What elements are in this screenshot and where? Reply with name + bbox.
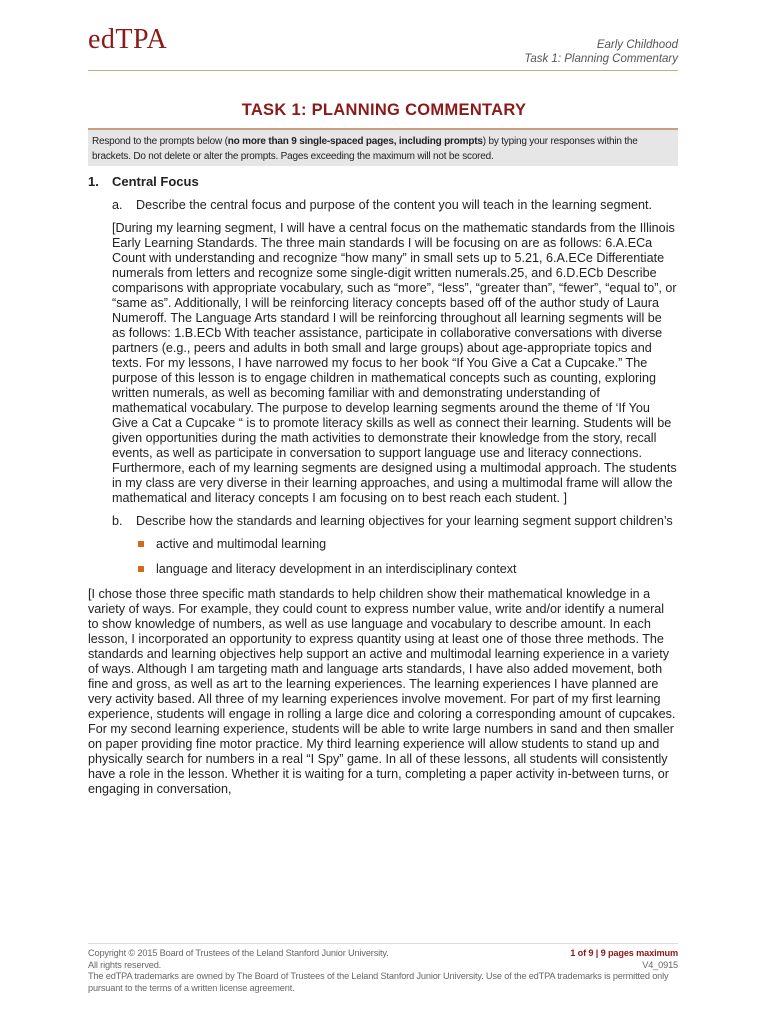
footer-page-info: 1 of 9 | 9 pages maximum bbox=[570, 948, 678, 958]
header-subject: Early Childhood bbox=[596, 39, 678, 51]
bullet-square-icon bbox=[138, 566, 144, 572]
edtpa-logo: edTPA bbox=[88, 24, 168, 55]
prompt-a-label: a. bbox=[112, 198, 123, 212]
prompt-b bbox=[112, 514, 678, 529]
prompt-a-text: Describe the central focus and purpose of the content you will teach in the learning segment. bbox=[136, 198, 652, 212]
bullet-item bbox=[136, 562, 678, 577]
prompt-b-bullets bbox=[136, 537, 678, 577]
prompt-b-label: b. bbox=[112, 514, 123, 528]
section-heading bbox=[88, 174, 678, 189]
response-a[interactable]: [During my learning segment, I will have a central focus on the mathematic standards from the Illinois Early Learning Standards. The three main standards I will be focusing on are as follows: 6.A.ECa Count with understanding and recognize “how many” in small sets up to 5.21, 6.A.ECe Differentiate numerals from letters and recognize some single-digit written numerals.25, and 6.D.ECb Describe comparisons with appropriate vocabulary, such as “more”, “less”, “greater than”, “fewer”, “equal to”, or “same as”. Additionally, I will be reinforcing literacy concepts based off of the author study of Laura Numeroff. The Language Arts standard I will be reinforcing throughout all learning segments will be as follows: 1.B.ECb With teacher assistance, participate in collaborative conversations with diverse partners (e.g., peers and adults in both small and large groups) about age-appropriate topics and texts. For my lessons, I have narrowed my focus to her book “If You Give a Cat a Cupcake.” The purpose of this lesson is to engage children in mathematical concepts such as counting, exploring written numerals, as well as becoming familiar with and demonstrating understanding of mathematical vocabulary. The purpose to develop learning segments around the theme of ‘If You Give a Cat a Cupcake “ is to promote literacy skills as well as connect their learning. Students will be given opportunities during the math activities to demonstrate their knowledge from the story, recall events, as well as participate in conversation to support language use and literacy connections. Furthermore, each of my learning segments are designed using a multimodal approach. The students in my class are very diverse in their learning approaches, and using a multimodal frame will allow the mathematical and literacy concepts I am focusing on to best reach each student. ] bbox=[112, 221, 677, 505]
header-doc-title: Task 1: Planning Commentary bbox=[524, 53, 678, 65]
footer-version: V4_0915 bbox=[642, 959, 678, 970]
bullet-text: language and literacy development in an interdisciplinary context bbox=[156, 562, 517, 576]
instructions-text-2: ) by typing your responses within the brackets. Do not delete or alter the prompts. Pages exceeding the maximum will not be scored. bbox=[92, 136, 638, 162]
bullet-text: active and multimodal learning bbox=[156, 537, 327, 551]
section-title: Central Focus bbox=[112, 174, 199, 189]
response-b[interactable]: [I chose those three specific math standards to help children show their mathematical knowledge in a variety of ways. For example, they could count to express number value, write and/or identify a numeral to show knowledge of numbers, as well as use language and vocabulary to describe amount. In each lesson, I incorporated an opportunity to express quantity using at least one of those three methods. The standards and learning objectives help support an active and multimodal learning experience in a variety of ways. Although I am targeting math and language arts standards, I have also added movement, both fine and gross, as well as art to the learning experiences. The learning experiences I have planned are very activity based. All three of my learning experiences involve movement. For part of my first learning experience, students will engage in rolling a large dice and coloring a corresponding amount of cupcakes. For my second learning experience, students will be able to write large numbers in sand and then smaller on paper providing fine motor practice. My third learning experience will allow students to stand up and physically search for numbers in a real “I Spy” game. In all of these lessons, all students will consistently have a role in the lesson. Whether it is waiting for a turn, completing a paper activity in-between turns, or engaging in conversation, bbox=[88, 587, 676, 796]
instructions-box bbox=[88, 128, 678, 166]
bullet-item bbox=[136, 537, 678, 552]
footer-divider bbox=[88, 943, 678, 944]
footer-trademark: The edTPA trademarks are owned by The Board of Trustees of the Leland Stanford Junior University. Use of the edTPA trademarks is permitted only pursuant to the terms of a written license agreement. bbox=[88, 971, 669, 993]
instructions-bold: no more than 9 single-spaced pages, including prompts bbox=[227, 136, 483, 147]
commentary-content bbox=[88, 174, 678, 797]
instructions-text-1: Respond to the prompts below ( bbox=[92, 136, 228, 147]
header-divider bbox=[88, 70, 678, 71]
prompt-b-text: Describe how the standards and learning objectives for your learning segment support children’s bbox=[136, 514, 673, 528]
prompt-a bbox=[112, 198, 678, 213]
footer-copyright: Copyright © 2015 Board of Trustees of the Leland Stanford Junior University. bbox=[88, 948, 389, 958]
bullet-square-icon bbox=[138, 541, 144, 547]
header-info bbox=[524, 38, 678, 66]
page-title: TASK 1: PLANNING COMMENTARY bbox=[241, 101, 527, 119]
page-footer bbox=[88, 948, 678, 994]
section-number: 1. bbox=[88, 174, 99, 189]
footer-rights: All rights reserved. bbox=[88, 959, 162, 970]
